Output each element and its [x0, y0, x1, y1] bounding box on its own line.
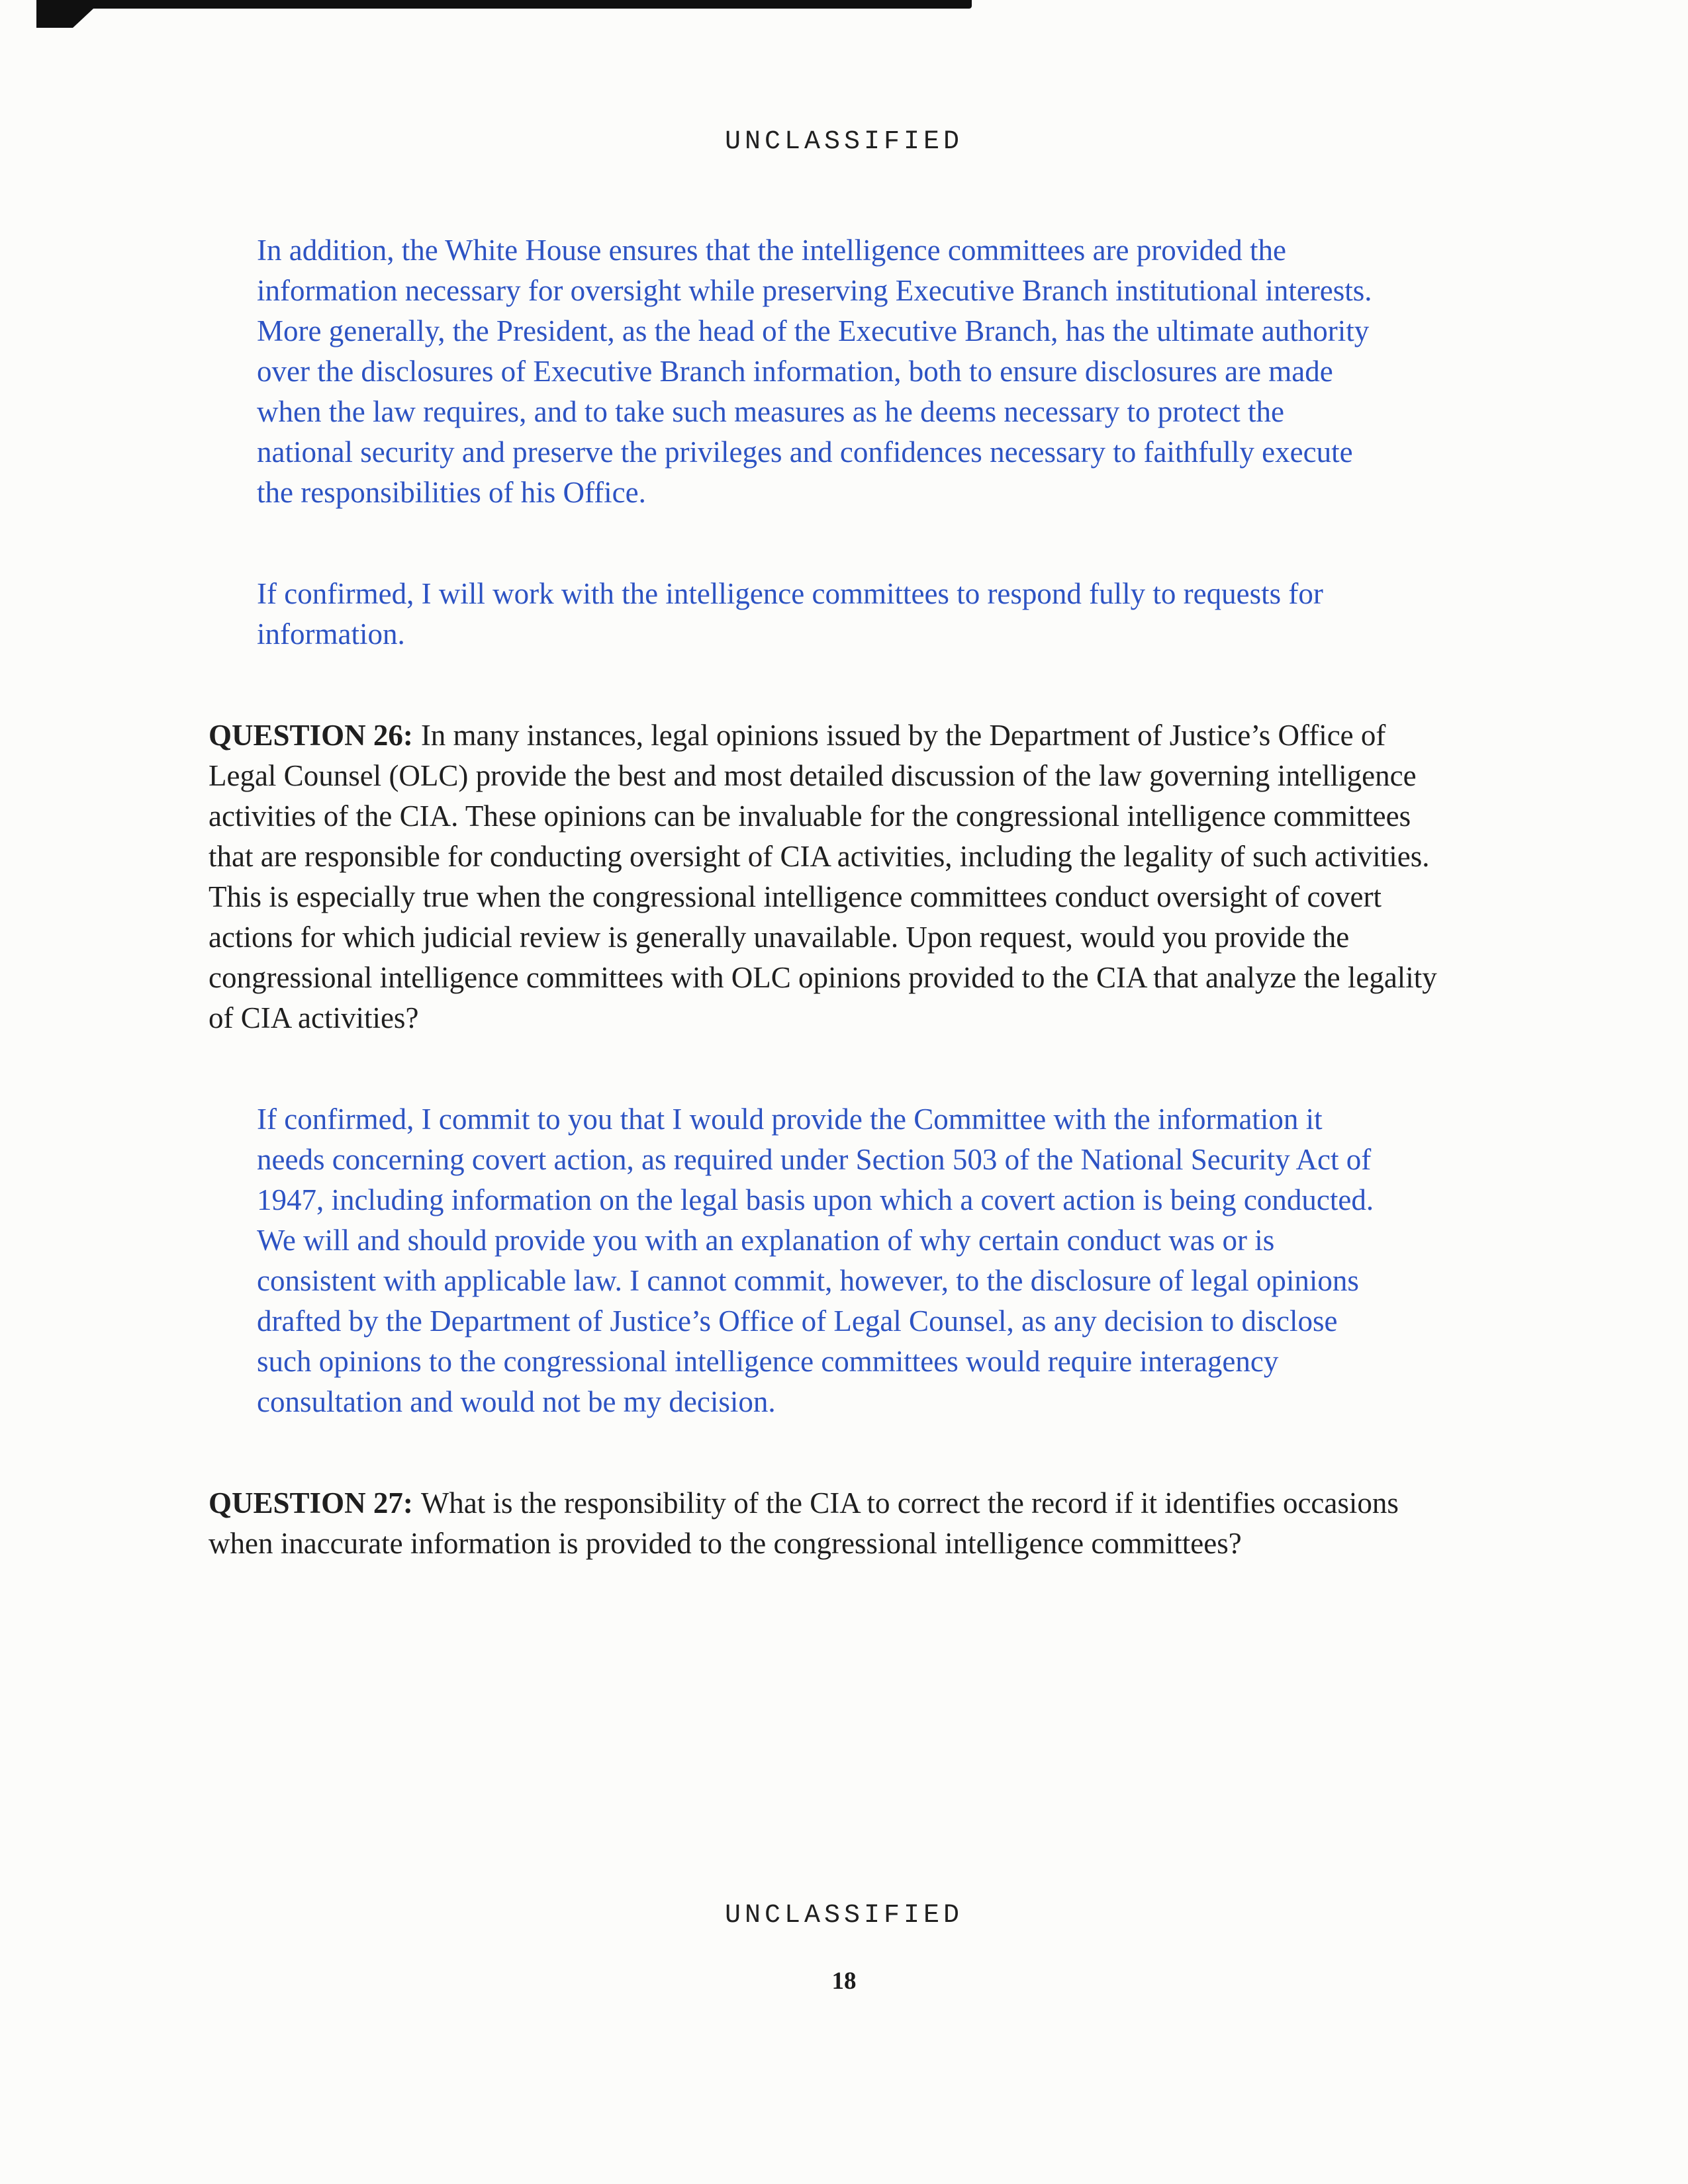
scan-artifact-top-bar — [38, 0, 972, 9]
answer-paragraph-2: If confirmed, I will work with the intelligence committees to respond fully to requests for information. — [257, 577, 1323, 651]
page-number: 18 — [831, 1968, 857, 1995]
question-26-label: QUESTION 26: — [209, 719, 413, 752]
question-27-paragraph — [209, 1483, 1441, 1564]
question-26-text: In many instances, legal opinions issued by the Department of Justice’s Office of Legal Counsel (OLC) provide the best and most detailed discussion of the law governing intelligence activities of the CIA. These opinions can be invaluable for the congressional intelligence committees that are responsible for conducting oversight of CIA activities, including the legality of such activities. This is especially true when the congressional intelligence committees conduct oversight of covert actions for which judicial review is generally unavailable. Upon request, would you provide the congressional intelligence committees with OLC opinions provided to the CIA that analyze the legality of CIA activities? — [209, 719, 1437, 1034]
question-26-paragraph — [209, 715, 1441, 1038]
classification-footer: UNCLASSIFIED — [724, 1901, 964, 1931]
question-27-text: What is the responsibility of the CIA to correct the record if it identifies occasions when inaccurate information is provided to the congressional intelligence committees? — [209, 1486, 1399, 1560]
scan-artifact-top-left-corner — [36, 0, 103, 28]
answer-paragraph-3: If confirmed, I commit to you that I would provide the Committee with the information it needs concerning covert action, as required under Section 503 of the National Security Act of 1947, including information on the legal basis upon which a covert action is being conducted. We will and should provide you with an explanation of why certain conduct was or is consistent with applicable law. I cannot commit, however, to the disclosure of legal opinions drafted by the Department of Justice’s Office of Legal Counsel, as any decision to disclose such opinions to the congressional intelligence committees would require interagency consultation and would not be my decision. — [257, 1103, 1374, 1418]
question-27-label: QUESTION 27: — [209, 1486, 413, 1520]
answer-paragraph-1: In addition, the White House ensures that the intelligence committees are provided the information necessary for oversight while preserving Executive Branch institutional interests. More generally, the President, as the head of the Executive Branch, has the ultimate authority over the disclosures of Executive Branch information, both to ensure disclosures are made when the law requires, and to take such measures as he deems necessary to protect the national security and preserve the privileges and confidences necessary to faithfully execute the responsibilities of his Office. — [257, 234, 1372, 509]
document-body — [209, 230, 1446, 1625]
classification-header: UNCLASSIFIED — [724, 127, 964, 157]
